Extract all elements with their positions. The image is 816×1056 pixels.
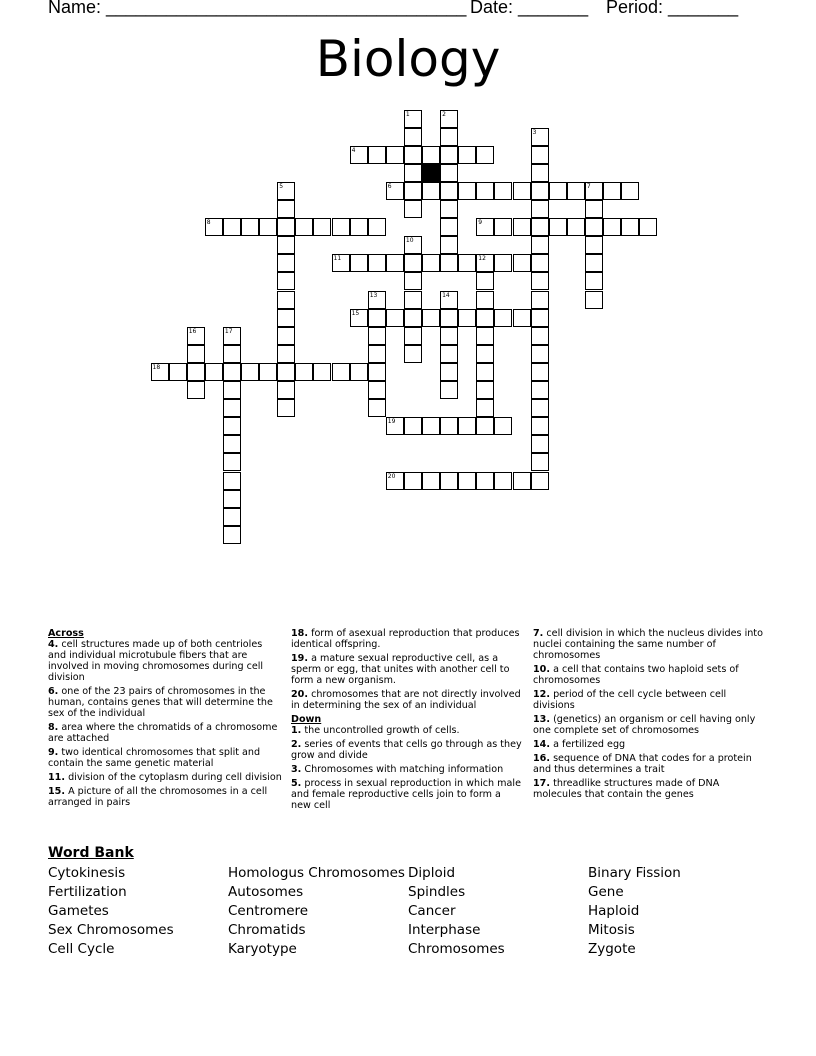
word-bank-item: Cell Cycle bbox=[48, 941, 115, 957]
crossword-cell[interactable] bbox=[368, 218, 386, 236]
clue-down-5: 5. process in sexual reproduction in which male and female reproductive cells join to form a new cell bbox=[291, 778, 521, 811]
crossword-cell[interactable] bbox=[259, 363, 277, 381]
crossword-cell[interactable] bbox=[277, 200, 295, 218]
clue-down-12: 12. period of the cell cycle between cell divisions bbox=[533, 689, 727, 711]
crossword-cell[interactable] bbox=[531, 272, 549, 290]
clue-down-2: 2. series of events that cells go through as they grow and divide bbox=[291, 739, 522, 761]
crossword-cell[interactable] bbox=[223, 381, 241, 399]
crossword-cell[interactable] bbox=[494, 309, 512, 327]
crossword-cell[interactable] bbox=[440, 182, 458, 200]
crossword-cell[interactable] bbox=[531, 453, 549, 471]
crossword-cell[interactable] bbox=[639, 218, 657, 236]
word-bank-column-4 bbox=[588, 864, 681, 959]
crossword-cell[interactable] bbox=[513, 218, 531, 236]
crossword-cell[interactable] bbox=[440, 254, 458, 272]
crossword-cell[interactable] bbox=[223, 345, 241, 363]
word-bank-item: Autosomes bbox=[228, 884, 304, 900]
crossword-cell[interactable] bbox=[585, 218, 603, 236]
word-bank-item: Spindles bbox=[408, 884, 466, 900]
crossword-cell[interactable] bbox=[440, 164, 458, 182]
crossword-cell[interactable] bbox=[368, 381, 386, 399]
crossword-cell[interactable] bbox=[458, 146, 476, 164]
crossword-cell[interactable] bbox=[440, 417, 458, 435]
clue-number: 3 bbox=[532, 128, 537, 136]
word-bank-item: Cytokinesis bbox=[48, 865, 126, 881]
crossword-cell[interactable] bbox=[531, 399, 549, 417]
crossword-cell[interactable] bbox=[531, 472, 549, 490]
crossword-cell[interactable] bbox=[205, 218, 223, 236]
crossword-cell[interactable] bbox=[368, 399, 386, 417]
crossword-cell[interactable] bbox=[476, 345, 494, 363]
crossword-cell[interactable] bbox=[404, 417, 422, 435]
crossword-cell[interactable] bbox=[187, 381, 205, 399]
crossword-cell[interactable] bbox=[476, 291, 494, 309]
crossword-cell[interactable] bbox=[422, 472, 440, 490]
crossword-cell[interactable] bbox=[440, 291, 458, 309]
clue-across-11: 11. division of the cytoplasm during cell division bbox=[48, 772, 282, 783]
word-bank-item: Karyotype bbox=[228, 941, 297, 957]
clue-number: 7 bbox=[586, 182, 591, 190]
crossword-cell[interactable] bbox=[223, 472, 241, 490]
clues-column-2 bbox=[291, 628, 523, 814]
crossword-cell[interactable] bbox=[350, 309, 368, 327]
crossword-cell[interactable] bbox=[350, 363, 368, 381]
crossword-cell[interactable] bbox=[223, 490, 241, 508]
word-bank-item: Chromosomes bbox=[408, 941, 505, 957]
crossword-cell[interactable] bbox=[585, 272, 603, 290]
crossword-cell[interactable] bbox=[567, 218, 585, 236]
crossword-cell[interactable] bbox=[404, 146, 422, 164]
crossword-cell[interactable] bbox=[332, 254, 350, 272]
crossword-cell[interactable] bbox=[223, 327, 241, 345]
crossword-cell[interactable] bbox=[440, 327, 458, 345]
crossword-cell[interactable] bbox=[549, 182, 567, 200]
clue-down-17: 17. threadlike structures made of DNA molecules that contain the genes bbox=[533, 778, 720, 800]
crossword-cell[interactable] bbox=[404, 164, 422, 182]
word-bank-column-2 bbox=[228, 864, 405, 959]
crossword-cell[interactable] bbox=[476, 146, 494, 164]
word-bank-item: Mitosis bbox=[588, 922, 635, 938]
crossword-cell[interactable] bbox=[368, 254, 386, 272]
clue-down-1: 1. the uncontrolled growth of cells. bbox=[291, 725, 460, 736]
clue-number: 19 bbox=[387, 418, 396, 426]
period-field[interactable]: Period: _______ bbox=[606, 0, 739, 17]
crossword-cell[interactable] bbox=[531, 345, 549, 363]
crossword-cell[interactable] bbox=[277, 291, 295, 309]
crossword-cell[interactable] bbox=[440, 200, 458, 218]
crossword-cell[interactable] bbox=[531, 327, 549, 345]
clue-number: 10 bbox=[405, 237, 414, 245]
crossword-cell[interactable] bbox=[368, 309, 386, 327]
crossword-cell[interactable] bbox=[386, 182, 404, 200]
crossword-cell[interactable] bbox=[422, 417, 440, 435]
crossword-cell[interactable] bbox=[603, 218, 621, 236]
clue-number: 18 bbox=[152, 363, 161, 371]
crossword-cell[interactable] bbox=[404, 200, 422, 218]
clue-number: 14 bbox=[442, 291, 450, 299]
crossword-cell[interactable] bbox=[404, 236, 422, 254]
word-bank-column-1 bbox=[48, 864, 174, 959]
crossword-cell[interactable] bbox=[531, 363, 549, 381]
crossword-cell[interactable] bbox=[368, 345, 386, 363]
crossword-cell[interactable] bbox=[585, 182, 603, 200]
crossword-cell[interactable] bbox=[621, 218, 639, 236]
clue-across-15: 15. A picture of all the chromosomes in a cell arranged in pairs bbox=[48, 786, 268, 808]
crossword-cell[interactable] bbox=[531, 309, 549, 327]
clue-number: 2 bbox=[442, 110, 446, 118]
crossword-cell[interactable] bbox=[458, 254, 476, 272]
clue-across-8: 8. area where the chromatids of a chromosome are attached bbox=[48, 722, 278, 744]
clue-down-7: 7. cell division in which the nucleus divides into nuclei containing the same number of chromosomes bbox=[533, 628, 763, 661]
crossword-cell[interactable] bbox=[404, 254, 422, 272]
clue-down-16: 16. sequence of DNA that codes for a protein and thus determines a trait bbox=[533, 753, 752, 775]
crossword-cell[interactable] bbox=[440, 218, 458, 236]
crossword-cell[interactable] bbox=[531, 291, 549, 309]
crossword-cell[interactable] bbox=[332, 363, 350, 381]
crossword-cell[interactable] bbox=[277, 399, 295, 417]
crossword-cell[interactable] bbox=[277, 236, 295, 254]
crossword-cell[interactable] bbox=[386, 309, 404, 327]
clue-across-9: 9. two identical chromosomes that split and contain the same genetic material bbox=[48, 747, 261, 769]
crossword-cell[interactable] bbox=[585, 236, 603, 254]
crossword-cell[interactable] bbox=[187, 345, 205, 363]
crossword-cell[interactable] bbox=[295, 218, 313, 236]
crossword-cell[interactable] bbox=[440, 363, 458, 381]
crossword-cell[interactable] bbox=[223, 417, 241, 435]
crossword-cell[interactable] bbox=[458, 309, 476, 327]
crossword-cell[interactable] bbox=[440, 128, 458, 146]
crossword-cell[interactable] bbox=[404, 472, 422, 490]
clue-across-6: 6. one of the 23 pairs of chromosomes in the human, contains genes that will determine the sex of the individual bbox=[48, 686, 273, 719]
clue-number: 12 bbox=[478, 255, 486, 263]
word-bank-item: Cancer bbox=[408, 903, 456, 919]
crossword-cell[interactable] bbox=[458, 417, 476, 435]
down-heading: Down bbox=[291, 714, 322, 725]
word-bank-item: Gametes bbox=[48, 903, 109, 919]
crossword-cell[interactable] bbox=[386, 146, 404, 164]
crossword-cell[interactable] bbox=[386, 254, 404, 272]
crossword-cell[interactable] bbox=[476, 182, 494, 200]
crossword-cell[interactable] bbox=[549, 218, 567, 236]
crossword-cell[interactable] bbox=[295, 363, 313, 381]
crossword-cell[interactable] bbox=[440, 309, 458, 327]
crossword-cell[interactable] bbox=[332, 218, 350, 236]
crossword-cell[interactable] bbox=[368, 291, 386, 309]
crossword-cell[interactable] bbox=[277, 363, 295, 381]
clue-across-18: 18. form of asexual reproduction that produces identical offspring. bbox=[291, 628, 520, 650]
crossword-cell[interactable] bbox=[440, 236, 458, 254]
crossword-cell[interactable] bbox=[241, 363, 259, 381]
clue-number: 16 bbox=[188, 327, 197, 335]
crossword-cell[interactable] bbox=[494, 254, 512, 272]
crossword-cell[interactable] bbox=[531, 200, 549, 218]
word-bank-item: Binary Fission bbox=[588, 865, 681, 881]
crossword-cell[interactable] bbox=[422, 309, 440, 327]
word-bank-column-3 bbox=[408, 864, 505, 959]
crossword-cell[interactable] bbox=[531, 164, 549, 182]
word-bank-item: Haploid bbox=[588, 903, 640, 919]
crossword-cell[interactable] bbox=[277, 272, 295, 290]
crossword-black-cell bbox=[422, 164, 440, 182]
crossword-cell[interactable] bbox=[404, 291, 422, 309]
date-field[interactable]: Date: _______ bbox=[470, 0, 589, 17]
crossword-cell[interactable] bbox=[350, 218, 368, 236]
crossword-cell[interactable] bbox=[476, 254, 494, 272]
word-bank-item: Fertilization bbox=[48, 884, 127, 900]
word-bank-item: Homologus Chromosomes bbox=[228, 865, 405, 881]
crossword-cell[interactable] bbox=[621, 182, 639, 200]
clues-column-1 bbox=[48, 628, 282, 811]
crossword-cell[interactable] bbox=[368, 363, 386, 381]
crossword-cell[interactable] bbox=[494, 218, 512, 236]
crossword-cell[interactable] bbox=[350, 254, 368, 272]
clue-down-13: 13. (genetics) an organism or cell having only one complete set of chromosomes bbox=[533, 714, 756, 736]
crossword-cell[interactable] bbox=[585, 200, 603, 218]
word-bank-item: Diploid bbox=[408, 865, 456, 881]
crossword-cell[interactable] bbox=[223, 399, 241, 417]
crossword-cell[interactable] bbox=[277, 182, 295, 200]
crossword-cell[interactable] bbox=[223, 508, 241, 526]
crossword-cell[interactable] bbox=[422, 254, 440, 272]
crossword-cell[interactable] bbox=[531, 218, 549, 236]
clue-number: 20 bbox=[387, 472, 396, 480]
crossword-cell[interactable] bbox=[476, 309, 494, 327]
crossword-cell[interactable] bbox=[531, 254, 549, 272]
clue-down-10: 10. a cell that contains two haploid sets of chromosomes bbox=[533, 664, 739, 686]
word-bank-item: Interphase bbox=[408, 922, 481, 938]
crossword-cell[interactable] bbox=[223, 363, 241, 381]
crossword-cell[interactable] bbox=[422, 182, 440, 200]
crossword-cell[interactable] bbox=[440, 381, 458, 399]
crossword-cell[interactable] bbox=[440, 110, 458, 128]
word-bank-item: Sex Chromosomes bbox=[48, 922, 174, 938]
name-field[interactable]: Name: ____________________________________ bbox=[48, 0, 467, 17]
crossword-cell[interactable] bbox=[350, 146, 368, 164]
clue-number: 17 bbox=[224, 327, 233, 335]
crossword-cell[interactable] bbox=[567, 182, 585, 200]
clue-number: 13 bbox=[369, 291, 378, 299]
clue-across-19: 19. a mature sexual reproductive cell, as a sperm or egg, that unites with another cell to form a new organism. bbox=[291, 653, 510, 686]
across-heading: Across bbox=[48, 628, 84, 639]
crossword-cell[interactable] bbox=[531, 236, 549, 254]
crossword-cell[interactable] bbox=[277, 309, 295, 327]
word-bank-title: Word Bank bbox=[48, 845, 134, 861]
crossword-cell[interactable] bbox=[386, 472, 404, 490]
crossword-cell[interactable] bbox=[476, 272, 494, 290]
crossword-cell[interactable] bbox=[494, 472, 512, 490]
crossword-cell[interactable] bbox=[440, 146, 458, 164]
crossword-cell[interactable] bbox=[422, 146, 440, 164]
word-bank-item: Centromere bbox=[228, 903, 309, 919]
crossword-cell[interactable] bbox=[187, 327, 205, 345]
clue-number: 1 bbox=[405, 110, 410, 118]
word-bank-item: Zygote bbox=[588, 941, 636, 957]
crossword-cell[interactable] bbox=[151, 363, 169, 381]
crossword-cell[interactable] bbox=[531, 182, 549, 200]
crossword-cell[interactable] bbox=[404, 309, 422, 327]
crossword-cell[interactable] bbox=[259, 218, 277, 236]
crossword-cell[interactable] bbox=[440, 472, 458, 490]
clue-down-3: 3. Chromosomes with matching information bbox=[291, 764, 504, 775]
crossword-cell[interactable] bbox=[368, 146, 386, 164]
crossword-cell[interactable] bbox=[313, 218, 331, 236]
crossword-cell[interactable] bbox=[404, 327, 422, 345]
crossword-cell[interactable] bbox=[476, 417, 494, 435]
clue-number: 15 bbox=[351, 309, 360, 317]
crossword-cell[interactable] bbox=[513, 182, 531, 200]
crossword-cell[interactable] bbox=[404, 182, 422, 200]
crossword-cell[interactable] bbox=[368, 327, 386, 345]
crossword-cell[interactable] bbox=[585, 254, 603, 272]
crossword-cell[interactable] bbox=[404, 272, 422, 290]
clue-number: 6 bbox=[387, 182, 392, 190]
clue-across-20: 20. chromosomes that are not directly involved in determining the sex of an individual bbox=[291, 689, 521, 711]
crossword-cell[interactable] bbox=[223, 218, 241, 236]
crossword-cell[interactable] bbox=[277, 327, 295, 345]
crossword-cell[interactable] bbox=[531, 128, 549, 146]
crossword-cell[interactable] bbox=[531, 146, 549, 164]
crossword-cell[interactable] bbox=[476, 218, 494, 236]
crossword-cell[interactable] bbox=[404, 110, 422, 128]
crossword-cell[interactable] bbox=[277, 345, 295, 363]
crossword-cell[interactable] bbox=[494, 182, 512, 200]
clue-across-4: 4. cell structures made up of both centrioles and individual microtubule fibers that are involved in moving chromosomes during cell division bbox=[48, 639, 264, 683]
crossword-cell[interactable] bbox=[404, 345, 422, 363]
crossword-cell[interactable] bbox=[476, 381, 494, 399]
crossword-cell[interactable] bbox=[513, 309, 531, 327]
page-title: Biology bbox=[315, 30, 501, 88]
crossword-cell[interactable] bbox=[277, 254, 295, 272]
crossword-cell[interactable] bbox=[458, 182, 476, 200]
clue-number: 5 bbox=[279, 182, 284, 190]
clue-down-14: 14. a fertilized egg bbox=[533, 739, 626, 750]
crossword-cell[interactable] bbox=[494, 417, 512, 435]
crossword-cell[interactable] bbox=[531, 381, 549, 399]
crossword-cell[interactable] bbox=[205, 363, 223, 381]
crossword-cell[interactable] bbox=[386, 417, 404, 435]
crossword-cell[interactable] bbox=[476, 363, 494, 381]
crossword-cell[interactable] bbox=[440, 345, 458, 363]
clue-number: 9 bbox=[478, 219, 483, 227]
crossword-cell[interactable] bbox=[476, 472, 494, 490]
crossword-cell[interactable] bbox=[476, 399, 494, 417]
crossword-cell[interactable] bbox=[223, 435, 241, 453]
crossword-cell[interactable] bbox=[476, 327, 494, 345]
crossword-cell[interactable] bbox=[169, 363, 187, 381]
clue-number: 11 bbox=[333, 255, 342, 263]
crossword-cell[interactable] bbox=[513, 254, 531, 272]
crossword-cell[interactable] bbox=[223, 526, 241, 544]
word-bank-item: Gene bbox=[588, 884, 624, 900]
crossword-cell[interactable] bbox=[513, 472, 531, 490]
crossword-cell[interactable] bbox=[531, 435, 549, 453]
crossword-cell[interactable] bbox=[241, 218, 259, 236]
crossword-cell[interactable] bbox=[404, 128, 422, 146]
crossword-cell[interactable] bbox=[458, 472, 476, 490]
clue-number: 8 bbox=[206, 219, 211, 227]
word-bank-item: Chromatids bbox=[228, 922, 306, 938]
crossword-cell[interactable] bbox=[603, 182, 621, 200]
crossword-cell[interactable] bbox=[585, 291, 603, 309]
clue-number: 4 bbox=[351, 146, 356, 154]
clues-column-3 bbox=[533, 628, 769, 803]
crossword-cell[interactable] bbox=[277, 218, 295, 236]
crossword-cell[interactable] bbox=[313, 363, 331, 381]
crossword-cell[interactable] bbox=[277, 381, 295, 399]
crossword-cell[interactable] bbox=[531, 417, 549, 435]
crossword-cell[interactable] bbox=[223, 453, 241, 471]
crossword-cell[interactable] bbox=[187, 363, 205, 381]
